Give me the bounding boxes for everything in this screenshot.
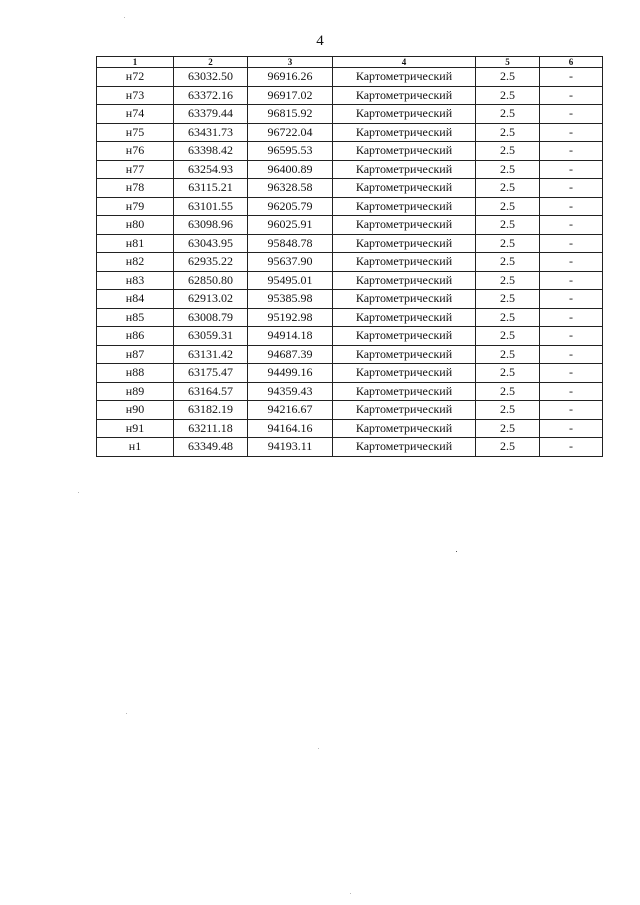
x-coordinate-cell: 63032.50 [174, 68, 248, 87]
x-coordinate-cell: 63175.47 [174, 364, 248, 383]
scan-speck [78, 492, 79, 493]
description-cell: - [540, 308, 603, 327]
description-cell: - [540, 438, 603, 457]
table-row [97, 271, 603, 290]
point-id-cell: н1 [97, 438, 174, 457]
accuracy-cell: 2.5 [476, 216, 540, 235]
point-id-cell: н88 [97, 364, 174, 383]
page-number: 4 [316, 33, 324, 49]
method-cell: Картометрический [333, 438, 476, 457]
point-id-cell: н74 [97, 105, 174, 124]
table-row [97, 308, 603, 327]
point-id-cell: н72 [97, 68, 174, 87]
accuracy-cell: 2.5 [476, 271, 540, 290]
method-cell: Картометрический [333, 382, 476, 401]
description-cell: - [540, 382, 603, 401]
method-cell: Картометрический [333, 86, 476, 105]
table-row [97, 160, 603, 179]
description-cell: - [540, 179, 603, 198]
x-coordinate-cell: 62913.02 [174, 290, 248, 309]
method-cell: Картометрический [333, 142, 476, 161]
x-coordinate-cell: 63349.48 [174, 438, 248, 457]
y-coordinate-cell: 94687.39 [248, 345, 333, 364]
table-row [97, 419, 603, 438]
point-id-cell: н76 [97, 142, 174, 161]
y-coordinate-cell: 95637.90 [248, 253, 333, 272]
point-id-cell: н91 [97, 419, 174, 438]
accuracy-cell: 2.5 [476, 105, 540, 124]
description-cell: - [540, 197, 603, 216]
x-coordinate-cell: 63164.57 [174, 382, 248, 401]
description-cell: - [540, 86, 603, 105]
x-coordinate-cell: 63372.16 [174, 86, 248, 105]
description-cell: - [540, 216, 603, 235]
description-cell: - [540, 327, 603, 346]
y-coordinate-cell: 94216.67 [248, 401, 333, 420]
x-coordinate-cell: 63008.79 [174, 308, 248, 327]
accuracy-cell: 2.5 [476, 160, 540, 179]
table-row [97, 142, 603, 161]
accuracy-cell: 2.5 [476, 86, 540, 105]
y-coordinate-cell: 94499.16 [248, 364, 333, 383]
accuracy-cell: 2.5 [476, 142, 540, 161]
accuracy-cell: 2.5 [476, 419, 540, 438]
method-cell: Картометрический [333, 68, 476, 87]
accuracy-cell: 2.5 [476, 345, 540, 364]
x-coordinate-cell: 63131.42 [174, 345, 248, 364]
method-cell: Картометрический [333, 327, 476, 346]
point-id-cell: н79 [97, 197, 174, 216]
method-cell: Картометрический [333, 160, 476, 179]
description-cell: - [540, 401, 603, 420]
method-cell: Картометрический [333, 401, 476, 420]
table-row [97, 382, 603, 401]
method-cell: Картометрический [333, 234, 476, 253]
table-row [97, 197, 603, 216]
point-id-cell: н87 [97, 345, 174, 364]
point-id-cell: н77 [97, 160, 174, 179]
scan-speck [456, 551, 457, 552]
description-cell: - [540, 253, 603, 272]
table-row [97, 345, 603, 364]
accuracy-cell: 2.5 [476, 382, 540, 401]
description-cell: - [540, 271, 603, 290]
method-cell: Картометрический [333, 105, 476, 124]
method-cell: Картометрический [333, 216, 476, 235]
point-id-cell: н82 [97, 253, 174, 272]
y-coordinate-cell: 96916.26 [248, 68, 333, 87]
method-cell: Картометрический [333, 179, 476, 198]
table-row [97, 123, 603, 142]
accuracy-cell: 2.5 [476, 179, 540, 198]
column-header-x: 2 [174, 57, 248, 68]
method-cell: Картометрический [333, 308, 476, 327]
method-cell: Картометрический [333, 290, 476, 309]
column-header-point: 1 [97, 57, 174, 68]
description-cell: - [540, 105, 603, 124]
column-header-description: 6 [540, 57, 603, 68]
accuracy-cell: 2.5 [476, 123, 540, 142]
scan-speck [318, 748, 319, 749]
table-row [97, 438, 603, 457]
method-cell: Картометрический [333, 123, 476, 142]
description-cell: - [540, 142, 603, 161]
column-header-accuracy: 5 [476, 57, 540, 68]
accuracy-cell: 2.5 [476, 234, 540, 253]
y-coordinate-cell: 96722.04 [248, 123, 333, 142]
x-coordinate-cell: 63431.73 [174, 123, 248, 142]
method-cell: Картометрический [333, 253, 476, 272]
point-id-cell: н84 [97, 290, 174, 309]
table-row [97, 179, 603, 198]
table-row [97, 253, 603, 272]
accuracy-cell: 2.5 [476, 364, 540, 383]
point-id-cell: н75 [97, 123, 174, 142]
table-row [97, 216, 603, 235]
method-cell: Картометрический [333, 345, 476, 364]
accuracy-cell: 2.5 [476, 197, 540, 216]
description-cell: - [540, 419, 603, 438]
point-id-cell: н81 [97, 234, 174, 253]
scan-speck [124, 17, 125, 18]
accuracy-cell: 2.5 [476, 308, 540, 327]
x-coordinate-cell: 63182.19 [174, 401, 248, 420]
scan-speck [126, 713, 127, 714]
x-coordinate-cell: 63379.44 [174, 105, 248, 124]
y-coordinate-cell: 96205.79 [248, 197, 333, 216]
x-coordinate-cell: 63254.93 [174, 160, 248, 179]
method-cell: Картометрический [333, 364, 476, 383]
table-row [97, 68, 603, 87]
point-id-cell: н83 [97, 271, 174, 290]
y-coordinate-cell: 96328.58 [248, 179, 333, 198]
description-cell: - [540, 345, 603, 364]
accuracy-cell: 2.5 [476, 401, 540, 420]
table-body [97, 68, 603, 457]
point-id-cell: н73 [97, 86, 174, 105]
y-coordinate-cell: 95495.01 [248, 271, 333, 290]
x-coordinate-cell: 63043.95 [174, 234, 248, 253]
description-cell: - [540, 364, 603, 383]
y-coordinate-cell: 96025.91 [248, 216, 333, 235]
table-header-row [97, 57, 603, 68]
y-coordinate-cell: 94914.18 [248, 327, 333, 346]
column-header-y: 3 [248, 57, 333, 68]
accuracy-cell: 2.5 [476, 438, 540, 457]
point-id-cell: н80 [97, 216, 174, 235]
coordinates-table [96, 56, 603, 457]
y-coordinate-cell: 94164.16 [248, 419, 333, 438]
scan-speck [350, 893, 351, 894]
accuracy-cell: 2.5 [476, 327, 540, 346]
column-header-method: 4 [333, 57, 476, 68]
table-row [97, 401, 603, 420]
description-cell: - [540, 234, 603, 253]
y-coordinate-cell: 94359.43 [248, 382, 333, 401]
y-coordinate-cell: 96400.89 [248, 160, 333, 179]
accuracy-cell: 2.5 [476, 290, 540, 309]
y-coordinate-cell: 95192.98 [248, 308, 333, 327]
y-coordinate-cell: 95848.78 [248, 234, 333, 253]
accuracy-cell: 2.5 [476, 253, 540, 272]
point-id-cell: н89 [97, 382, 174, 401]
method-cell: Картометрический [333, 419, 476, 438]
description-cell: - [540, 123, 603, 142]
description-cell: - [540, 160, 603, 179]
point-id-cell: н90 [97, 401, 174, 420]
method-cell: Картометрический [333, 271, 476, 290]
x-coordinate-cell: 62850.80 [174, 271, 248, 290]
x-coordinate-cell: 63398.42 [174, 142, 248, 161]
point-id-cell: н86 [97, 327, 174, 346]
method-cell: Картометрический [333, 197, 476, 216]
table-row [97, 86, 603, 105]
accuracy-cell: 2.5 [476, 68, 540, 87]
y-coordinate-cell: 95385.98 [248, 290, 333, 309]
table-row [97, 290, 603, 309]
table-row [97, 327, 603, 346]
x-coordinate-cell: 63101.55 [174, 197, 248, 216]
description-cell: - [540, 68, 603, 87]
y-coordinate-cell: 94193.11 [248, 438, 333, 457]
table-row [97, 364, 603, 383]
x-coordinate-cell: 63059.31 [174, 327, 248, 346]
point-id-cell: н85 [97, 308, 174, 327]
y-coordinate-cell: 96595.53 [248, 142, 333, 161]
y-coordinate-cell: 96917.02 [248, 86, 333, 105]
x-coordinate-cell: 63211.18 [174, 419, 248, 438]
table-row [97, 234, 603, 253]
point-id-cell: н78 [97, 179, 174, 198]
x-coordinate-cell: 63098.96 [174, 216, 248, 235]
y-coordinate-cell: 96815.92 [248, 105, 333, 124]
x-coordinate-cell: 63115.21 [174, 179, 248, 198]
description-cell: - [540, 290, 603, 309]
x-coordinate-cell: 62935.22 [174, 253, 248, 272]
table-row [97, 105, 603, 124]
